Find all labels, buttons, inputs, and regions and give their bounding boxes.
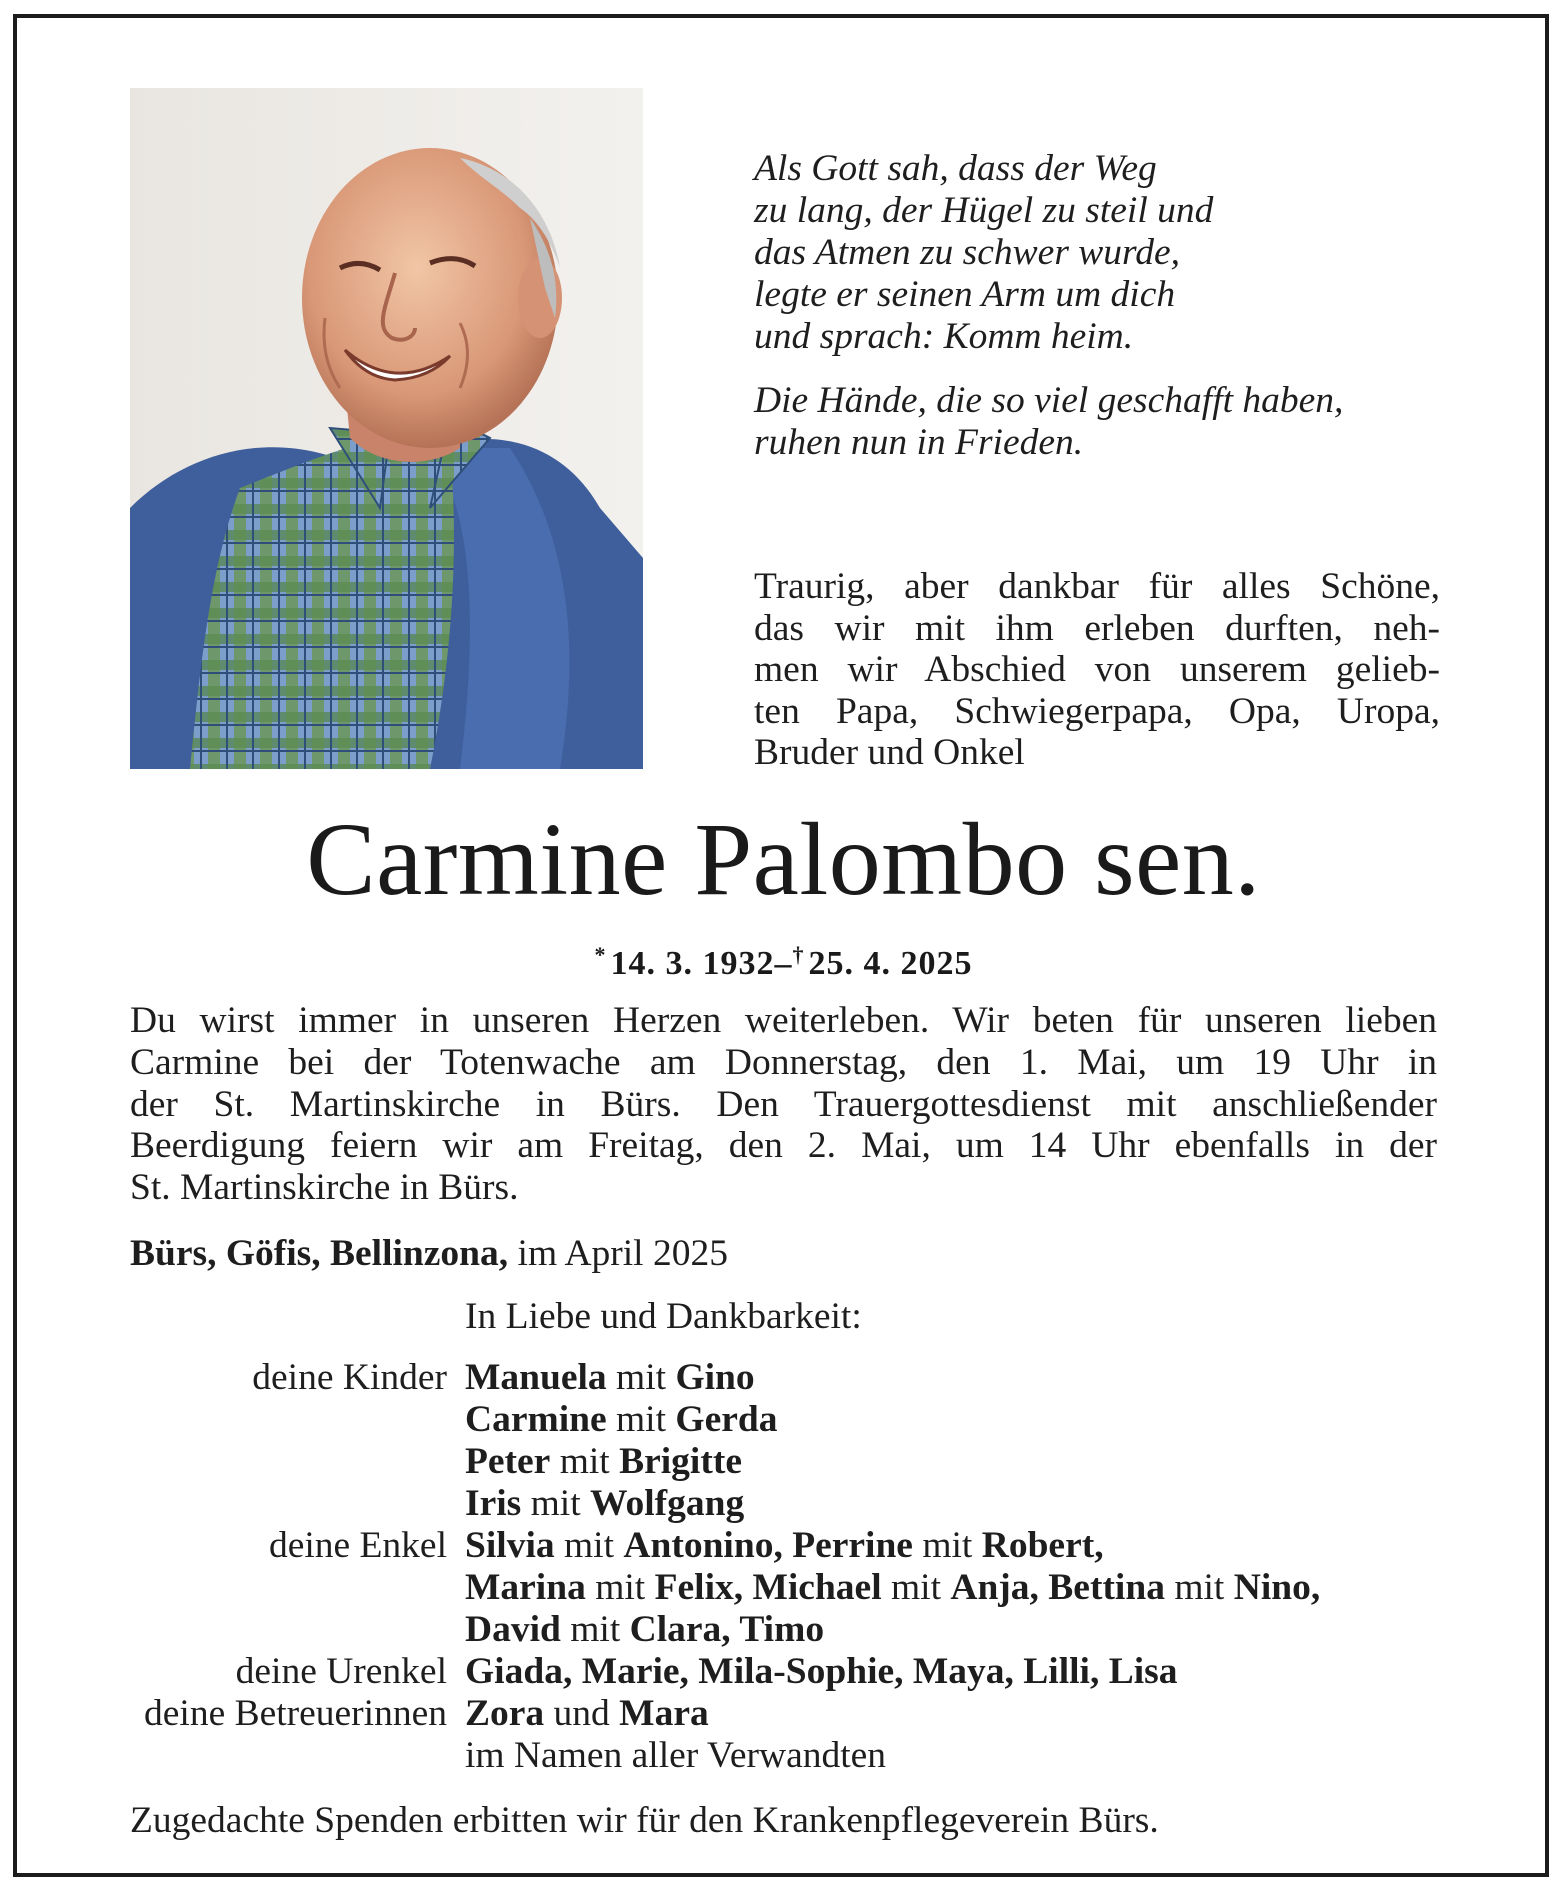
family-line	[465, 1357, 755, 1399]
farewell-paragraph	[754, 566, 1440, 774]
place-date	[130, 1233, 728, 1275]
family-connector: mit	[606, 1399, 676, 1440]
life-dates	[0, 934, 1567, 985]
family-name: Felix, Michael	[654, 1567, 882, 1608]
family-connector: mit	[521, 1483, 591, 1524]
family-connector: mit	[1164, 1567, 1234, 1608]
family-name: David	[465, 1609, 561, 1650]
portrait-photo	[130, 88, 643, 769]
family-name: Anja, Bettina	[950, 1567, 1165, 1608]
family-connector: mit	[550, 1441, 620, 1482]
family-line	[465, 1735, 886, 1777]
family-connector: im Namen aller Verwandten	[465, 1735, 887, 1776]
poem-line: legte er seinen Arm um dich	[754, 274, 1176, 315]
family-connector: mit	[912, 1525, 982, 1566]
great-grandchildren-label: deine Urenkel	[235, 1651, 447, 1692]
deceased-name: Carmine Palombo sen.	[306, 802, 1261, 917]
service-line: der St. Martinskirche in Bürs. Den Trauergottesdienst mit anschließender	[130, 1083, 1437, 1125]
family-name: Carmine	[465, 1399, 607, 1440]
service-line: Carmine bei der Totenwache am Donnerstag, den 1. Mai, um 19 Uhr in	[130, 1041, 1437, 1083]
family-connector: und	[544, 1693, 620, 1734]
family-line	[465, 1567, 1320, 1609]
family-connector: mit	[606, 1357, 676, 1398]
family-name: Peter	[465, 1441, 551, 1482]
family-connector: mit	[585, 1567, 655, 1608]
donation-note: Zugedachte Spenden erbitten wir für den Krankenpflegeverein Bürs.	[130, 1800, 1159, 1841]
family-connector: mit	[560, 1609, 630, 1650]
family-name: Gino	[675, 1357, 755, 1398]
family-name: Manuela	[465, 1357, 607, 1398]
poem-line: und sprach: Komm heim.	[754, 316, 1134, 357]
service-line: Du wirst immer in unseren Herzen weiterleben. Wir beten für unseren lieben	[130, 1000, 1437, 1041]
service-line: St. Martinskirche in Bürs.	[130, 1167, 519, 1209]
farewell-line: das wir mit ihm erleben durften, neh-	[754, 607, 1440, 649]
family-name: Antonino, Perrine	[623, 1525, 913, 1566]
place-towns: Bürs, Göfis, Bellinzona,	[130, 1233, 509, 1274]
family-name: Wolfgang	[590, 1483, 745, 1524]
poem-line: ruhen nun in Frieden.	[754, 422, 1084, 463]
family-name: Brigitte	[619, 1441, 742, 1482]
children-label: deine Kinder	[252, 1357, 447, 1398]
family-line	[465, 1609, 824, 1651]
birth-date: 14. 3. 1932	[610, 945, 775, 982]
family-line	[465, 1525, 1104, 1567]
family-name: Iris	[465, 1483, 522, 1524]
family-line	[465, 1651, 1178, 1693]
family-name: Marina	[465, 1567, 586, 1608]
poem-line: zu lang, der Hügel zu steil und	[754, 190, 1214, 231]
death-date: 25. 4. 2025	[808, 945, 973, 982]
service-line: Beerdigung feiern wir am Freitag, den 2. Mai, um 14 Uhr ebenfalls in der	[130, 1125, 1437, 1167]
family-name: Clara, Timo	[629, 1609, 825, 1650]
birth-mark: *	[594, 942, 607, 967]
grandchildren-label: deine Enkel	[268, 1525, 447, 1566]
family-name: Giada, Marie, Mila-Sophie, Maya, Lilli, Lisa	[465, 1651, 1178, 1692]
poem-line: Die Hände, die so viel geschafft haben,	[754, 380, 1344, 421]
death-mark: †	[792, 942, 805, 967]
family-name: Mara	[619, 1693, 709, 1734]
family-name: Robert,	[981, 1525, 1104, 1566]
family-line	[465, 1693, 709, 1735]
family-connector: mit	[554, 1525, 624, 1566]
family-line	[465, 1483, 744, 1525]
place-month: im April 2025	[517, 1233, 728, 1274]
farewell-line: Bruder und Onkel	[754, 732, 1025, 773]
caregivers-label: deine Betreuerinnen	[144, 1693, 447, 1734]
family-name: Nino,	[1233, 1567, 1321, 1608]
poem-line: Als Gott sah, dass der Weg	[754, 148, 1157, 189]
farewell-line: men wir Abschied von unserem gelieb-	[754, 649, 1440, 690]
family-name: Gerda	[675, 1399, 778, 1440]
family-connector: mit	[881, 1567, 951, 1608]
farewell-line: ten Papa, Schwiegerpapa, Opa, Uropa,	[754, 690, 1440, 732]
family-name: Silvia	[465, 1525, 555, 1566]
poem-line: das Atmen zu schwer wurde,	[754, 232, 1181, 273]
family-line	[465, 1441, 742, 1483]
poem	[754, 148, 1474, 464]
family-line	[465, 1399, 777, 1441]
thanks-line: In Liebe und Dankbarkeit:	[465, 1296, 862, 1337]
date-dash: –	[774, 945, 793, 982]
service-details	[130, 1000, 1437, 1209]
family-name: Zora	[465, 1693, 545, 1734]
farewell-line: Traurig, aber dankbar für alles Schöne,	[754, 566, 1440, 607]
